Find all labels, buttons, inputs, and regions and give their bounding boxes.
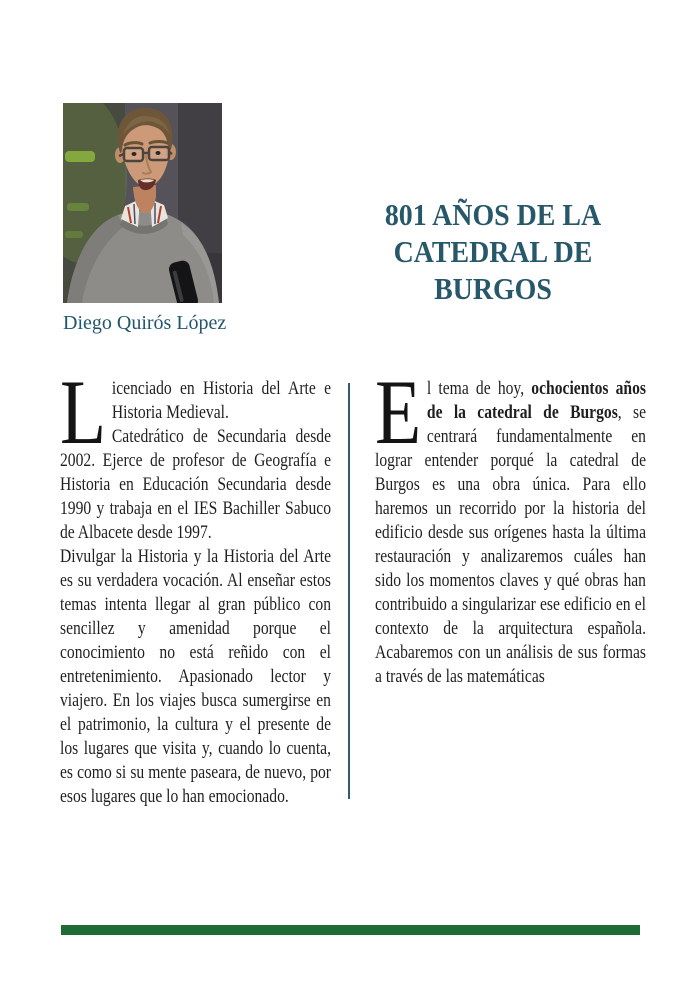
article-title-line: CATEDRAL DE — [393, 234, 593, 269]
bio-text-1: icenciado en Historia del Arte e Historia Medieval. — [111, 378, 331, 423]
abstract-lead-text: l tema de hoy, — [426, 378, 532, 399]
bio-paragraph-3: Divulgar la Historia y la Historia del Arte es su verdadera vocación. Al enseñar estos temas intenta llegar al gran público con sencillez y amenidad porque el conocimiento no está reñido con el entretenimiento. Apasionado lector y viajero. En los viajes busca sumergirse en el patrimonio, la cultura y el presente de los lugares que visita y, cuando lo cuenta, es como si su mente paseara, de nuevo, por esos lugares que lo han emocionado. — [60, 546, 331, 807]
dropcap-letter: E — [375, 361, 422, 463]
bio-paragraph-1 — [60, 361, 331, 463]
abstract-column — [375, 361, 646, 689]
photo-caption: Diego Quirós López — [63, 312, 227, 334]
footer-rule — [61, 925, 640, 935]
abstract-rest-text: , se centrará fundamentalmente en lograr entender porqué la catedral de Burgos es una obra única. Para ello haremos un recorrido por la historia del edificio desde sus orígenes hasta la última restauración y analizaremos cuáles han sido los momentos claves y qué obras han contribuido a singularizar ese edificio en el contexto de la arquitectura española. Acabaremos con un análisis de sus formas a través de las matemáticas — [375, 402, 646, 687]
bio-paragraph-2: Catedrático de Secundaria desde 2002. Ejerce de profesor de Geografía e Historia en Educación Secundaria desde 1990 y trabaja en el IES Bachiller Sabuco de Albacete desde 1997. — [60, 426, 331, 543]
abstract-bold-text: ochocientos años de la catedral de Burgos — [426, 378, 646, 423]
speaker-photo-illustration — [63, 103, 222, 303]
abstract-paragraph — [375, 361, 646, 689]
article-title-line: 801 AÑOS DE LA — [384, 197, 602, 232]
dropcap-letter: L — [60, 361, 107, 463]
article-title — [367, 196, 619, 307]
column-divider-rule — [348, 383, 350, 799]
speaker-photo — [63, 103, 222, 303]
article-title-line: BURGOS — [434, 271, 552, 306]
bio-column — [60, 361, 331, 809]
